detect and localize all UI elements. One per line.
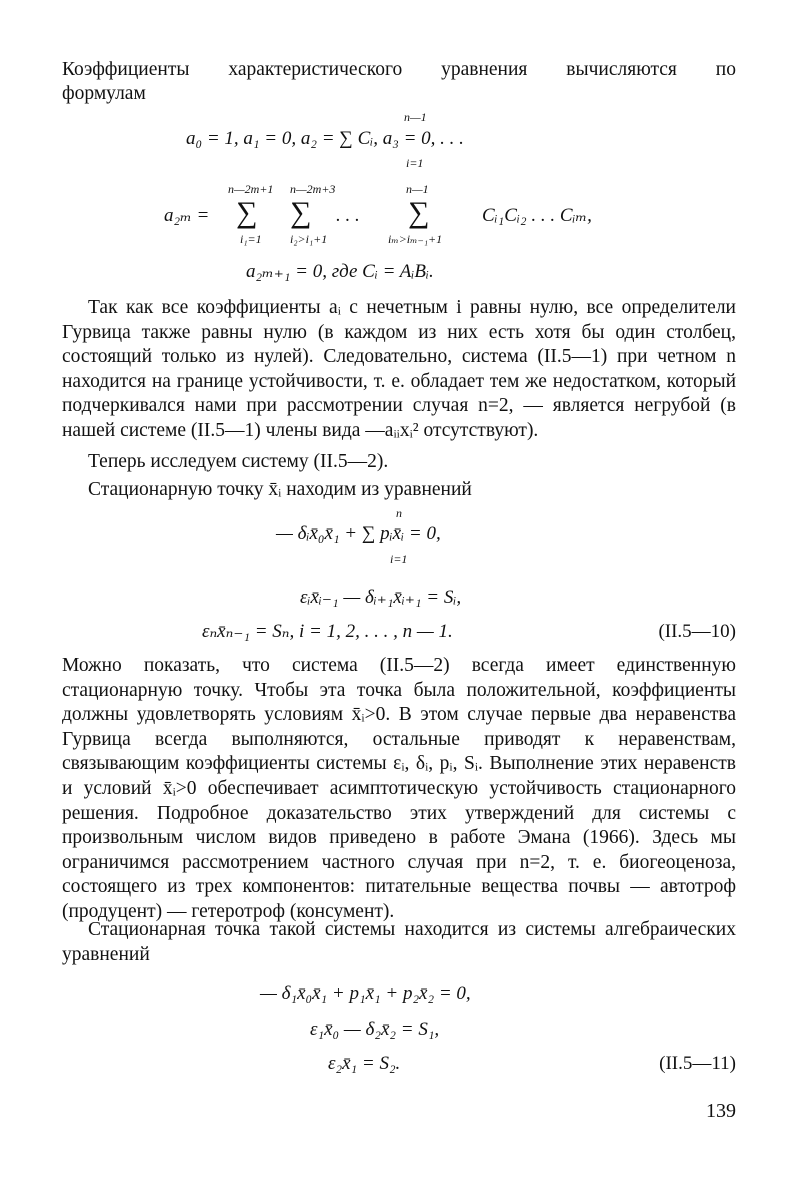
s11-eq-3: ε₂x̄₁ = S₂. (328, 1053, 401, 1074)
f2-bottom-1: i₁=1 (240, 232, 262, 246)
intro-line-1: Коэффициенты характеристического уравнения вычисляются по (62, 59, 736, 80)
s10-label: (II.5—10) (658, 621, 736, 642)
line-next-system: Теперь исследуем систему (II.5—2). (88, 451, 389, 472)
s11-eq-2: ε₁x̄₀ — δ₂x̄₂ = S₁, (310, 1019, 440, 1040)
formula-1: a₀ = 1, a₁ = 0, a₂ = ∑ Cᵢ, a₃ = 0, . . . (186, 128, 464, 149)
f2-sigma-3: ∑ (408, 196, 430, 229)
f2-sigma-1: ∑ (236, 196, 258, 229)
f2-lhs: a₂ₘ = (164, 205, 210, 226)
f2-top-1: n—2m+1 (228, 182, 274, 196)
formula-3: a₂ₘ₊₁ = 0, где Cᵢ = AᵢBᵢ. (246, 261, 434, 282)
f2-top-3: n—1 (406, 182, 429, 196)
f2-bottom-3: iₘ>iₘ₋₁+1 (388, 232, 443, 246)
s10-eq-1: — δᵢx̄₀x̄₁ + ∑ pᵢx̄ᵢ = 0, (276, 523, 441, 544)
s11-label: (II.5—11) (659, 1053, 736, 1074)
paragraph-hurwitz: Так как все коэффициенты aᵢ с нечетным i равны нулю, все определители Гурвица также равны нулю (в каждом из них есть хотя бы один столбец, состоящий только из нулей). Следовательно, система (II.5—1) при четном n находится на границе устойчивости, т. е. обладает тем же недостатком, который подчеркивался нами при рассмотрении случая n=2, — является негрубой (в нашей системе (II.5—1) члены вида —aᵢᵢxᵢ² отсутствуют). (62, 297, 736, 441)
s10-sum-bottom: i=1 (390, 552, 408, 566)
line-stationary: Стационарную точку x̄ᵢ находим из уравнений (88, 479, 472, 500)
s10-sum-top: n (396, 506, 402, 520)
s10-eq-2: εᵢx̄ᵢ₋₁ — δᵢ₊₁x̄ᵢ₊₁ = Sᵢ, (300, 587, 462, 608)
f2-bottom-2: i₂>i₁+1 (290, 232, 328, 246)
f1-sum-top: n—1 (404, 110, 427, 124)
f2-top-2: n—2m+3 (290, 182, 336, 196)
f2-sigma-2: ∑ (290, 196, 312, 229)
s11-eq-1: — δ₁x̄₀x̄₁ + p₁x̄₁ + p₂x̄₂ = 0, (260, 983, 471, 1004)
intro-line-2: формулам (62, 83, 146, 104)
paragraph-algebraic: Стационарная точка такой системы находится из системы алгебраических уравнений (62, 919, 736, 965)
f2-dots: . . . (336, 205, 360, 226)
f1-sum-bottom: i=1 (406, 156, 424, 170)
s10-eq-3: εₙx̄ₙ₋₁ = Sₙ, i = 1, 2, . . . , n — 1. (202, 621, 453, 642)
f2-rhs: Cᵢ₁Cᵢ₂ . . . Cᵢₘ, (482, 205, 592, 226)
page-number: 139 (706, 1100, 736, 1122)
paragraph-stationary-point: Можно показать, что система (II.5—2) всегда имеет единственную стационарную точку. Чтобы эта точка была положительной, коэффициенты должны удовлетворять условиям x̄ᵢ>0. В этом случае первые два неравенства Гурвица всегда выполняются, остальные приводят к неравенствам, связывающим коэффициенты системы εᵢ, δᵢ, pᵢ, Sᵢ. Выполнение этих неравенств и условий x̄ᵢ>0 обеспечивает асимптотическую устойчивость стационарного решения. Подробное доказательство этих утверждений для системы с произвольным числом видов приведено в работе Эмана (1966). Здесь мы ограничимся рассмотрением частного случая при n=2, т. е. биогеоценоза, состоящего из трех компонентов: питательные вещества почвы — автотроф (продуцент) — гетеротроф (консумент). (62, 655, 736, 922)
